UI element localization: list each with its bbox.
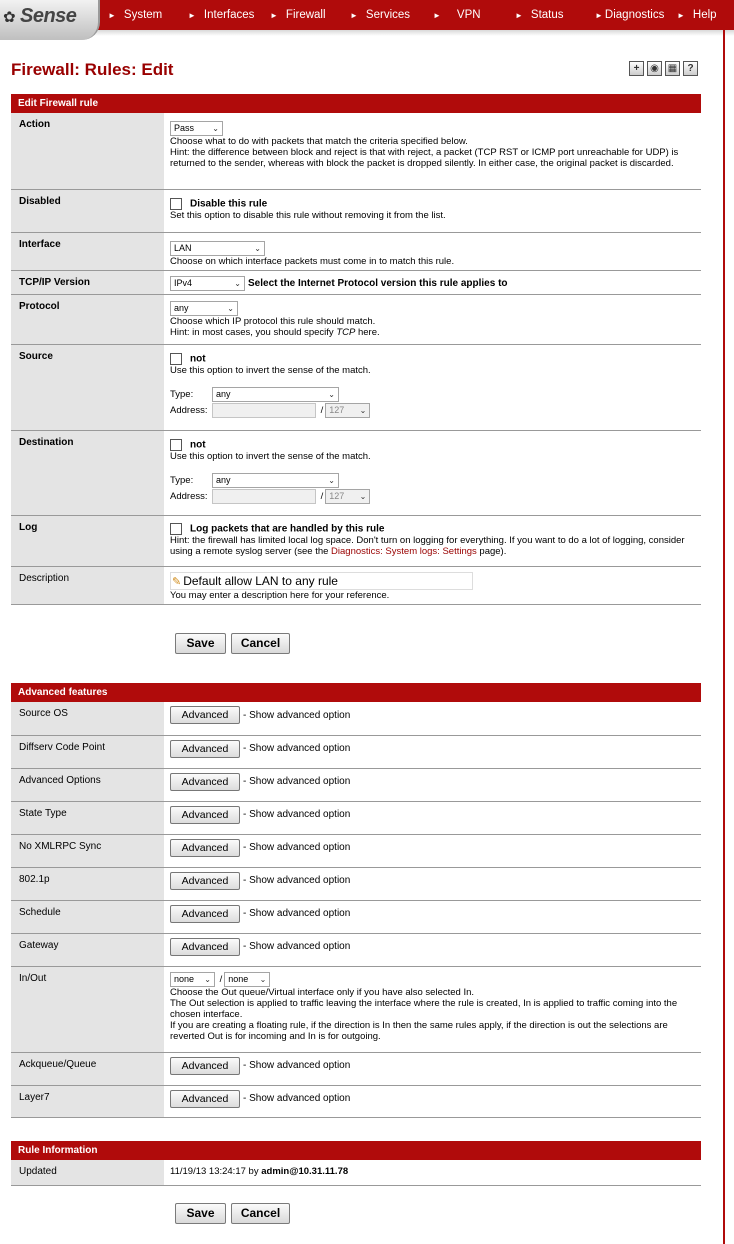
- nav-label: Firewall: [285, 9, 326, 21]
- log-cell: [164, 515, 701, 566]
- destination-not-checkbox[interactable]: [170, 439, 182, 451]
- nav-vpn[interactable]: [433, 0, 481, 30]
- destination-type-value: any: [216, 474, 231, 485]
- nav-label: Help: [692, 9, 717, 21]
- adv-show-text: - Show advanced option: [243, 776, 351, 787]
- protocol-row: [11, 294, 701, 344]
- adv-label: Ackqueue/Queue: [11, 1052, 164, 1085]
- in-queue-value: none: [174, 973, 195, 984]
- chevron-down-icon: ⌄: [359, 491, 367, 501]
- nav-label: Status: [530, 9, 564, 21]
- destination-mask-select[interactable]: [325, 489, 370, 504]
- source-type-select[interactable]: [212, 387, 339, 402]
- adv-cell: [164, 768, 701, 801]
- nav-system[interactable]: [108, 0, 162, 30]
- adv-row-source-os: [11, 702, 701, 735]
- logo-text: Sense: [20, 5, 77, 27]
- add-shortcut-icon[interactable]: +: [629, 61, 644, 76]
- nav-shadow: [0, 30, 734, 36]
- disabled-cell: [164, 189, 701, 232]
- advanced-button[interactable]: Advanced: [170, 706, 240, 724]
- advanced-button[interactable]: Advanced: [170, 740, 240, 758]
- disable-rule-checkbox[interactable]: [170, 198, 182, 210]
- destination-address-input[interactable]: [212, 489, 316, 504]
- advanced-button[interactable]: Advanced: [170, 905, 240, 923]
- inout-label: In/Out: [11, 966, 164, 1052]
- destination-address-label: Address:: [170, 490, 208, 502]
- advanced-button[interactable]: Advanced: [170, 773, 240, 791]
- protocol-cell: [164, 294, 701, 344]
- adv-show-text: - Show advanced option: [243, 1093, 351, 1104]
- source-not-label: not: [190, 353, 206, 364]
- adv-label: Schedule: [11, 900, 164, 933]
- protocol-value: any: [174, 302, 189, 313]
- chevron-down-icon: ⌄: [259, 974, 267, 984]
- disabled-row: [11, 189, 701, 232]
- adv-show-text: - Show advanced option: [243, 941, 351, 952]
- destination-cell: not Use this option to invert the sense of the match. Type: any ⌄ Address: / 127 ⌄: [164, 430, 701, 515]
- nav-arrow-icon: ►: [433, 11, 441, 20]
- adv-label: Gateway: [11, 933, 164, 966]
- adv-label: State Type: [11, 801, 164, 834]
- nav-label: Diagnostics: [604, 9, 665, 21]
- adv-cell: [164, 735, 701, 768]
- disable-rule-label: Disable this rule: [190, 198, 268, 209]
- description-row: [11, 566, 701, 604]
- nav-services[interactable]: [350, 0, 410, 30]
- nav-label: VPN: [456, 9, 481, 21]
- nav-diagnostics[interactable]: [595, 0, 664, 30]
- log-checkbox[interactable]: [170, 523, 182, 535]
- updated-row: [11, 1160, 701, 1185]
- adv-cell: [164, 867, 701, 900]
- source-label: Source: [11, 344, 164, 430]
- inout-help1: Choose the Out queue/Virtual interface only if you have also selected In.: [170, 986, 475, 998]
- save-button-bottom[interactable]: Save: [175, 1203, 226, 1224]
- advanced-button[interactable]: Advanced: [170, 1090, 240, 1108]
- syslog-settings-link[interactable]: Diagnostics: System logs: Settings: [331, 545, 477, 557]
- nav-arrow-icon: ►: [515, 11, 523, 20]
- adv-row-schedule: [11, 900, 701, 933]
- destination-mask-value: 127: [329, 490, 345, 501]
- nav-arrow-icon: ►: [595, 11, 603, 20]
- adv-row-gateway: [11, 933, 701, 966]
- ipversion-label: TCP/IP Version: [11, 270, 164, 294]
- action-row: [11, 113, 701, 189]
- cancel-button[interactable]: Cancel: [231, 633, 290, 654]
- ipversion-value: IPv4: [174, 277, 193, 288]
- nav-firewall[interactable]: [270, 0, 326, 30]
- pencil-icon: ✎: [172, 575, 182, 588]
- advanced-button[interactable]: Advanced: [170, 839, 240, 857]
- adv-show-text: - Show advanced option: [243, 1060, 351, 1071]
- interface-cell: [164, 232, 701, 270]
- source-not-checkbox[interactable]: [170, 353, 182, 365]
- adv-label: Diffserv Code Point: [11, 735, 164, 768]
- nav-help[interactable]: [677, 0, 717, 30]
- protocol-hint: [170, 327, 701, 338]
- chevron-down-icon: ⌄: [254, 243, 261, 253]
- log-label: Log: [11, 515, 164, 566]
- source-cell: not Use this option to invert the sense of the match. Type: any ⌄ Address: / 127 ⌄: [164, 344, 701, 430]
- adv-label: Layer7: [11, 1085, 164, 1117]
- status-icon[interactable]: ▦: [665, 61, 680, 76]
- interface-value: LAN: [174, 242, 192, 253]
- interface-select[interactable]: [170, 241, 265, 256]
- adv-cell: [164, 933, 701, 966]
- adv-show-text: - Show advanced option: [243, 743, 351, 754]
- title-tools: [629, 61, 698, 77]
- protocol-label: Protocol: [11, 294, 164, 344]
- ipversion-help: Select the Internet Protocol version this rule applies to: [248, 277, 508, 289]
- source-row: [11, 344, 701, 430]
- nav-arrow-icon: ►: [108, 11, 116, 20]
- log-help-pre: Hint: the firewall has limited local log space. Don't turn on logging for everything. If you want to do a lot of logging, consider using a remote syslog server (see the: [170, 534, 685, 557]
- updated-cell: [164, 1160, 701, 1185]
- protocol-hint-pre: Hint: in most cases, you should specify: [170, 326, 337, 338]
- nav-interfaces[interactable]: [188, 0, 254, 30]
- action-help: Choose what to do with packets that match the criteria specified below.: [170, 136, 468, 147]
- chevron-down-icon: ⌄: [212, 124, 219, 133]
- rule-info-header: Rule Information: [11, 1141, 701, 1160]
- cancel-button-bottom[interactable]: Cancel: [231, 1203, 290, 1224]
- adv-label: Source OS: [11, 702, 164, 735]
- rule-info-table: [11, 1160, 701, 1186]
- ipversion-cell: [164, 270, 701, 294]
- adv-row-state-type: [11, 801, 701, 834]
- interface-label: Interface: [11, 232, 164, 270]
- page-title: Firewall: Rules: Edit: [11, 60, 174, 79]
- source-type-label: Type:: [170, 388, 194, 400]
- inout-help3: If you are creating a floating rule, if the direction is In then the same rules apply, if the direction is out the selections are reverted Out is for incoming and In is for outgoing.: [170, 1019, 668, 1042]
- destination-label: Destination: [11, 430, 164, 515]
- advanced-button[interactable]: Advanced: [170, 806, 240, 824]
- advanced-button[interactable]: Advanced: [170, 1057, 240, 1075]
- source-address-label: Address:: [170, 404, 208, 416]
- description-label: Description: [11, 566, 164, 604]
- source-mask-select[interactable]: [325, 403, 370, 418]
- description-input[interactable]: [170, 572, 473, 590]
- adv-label: Advanced Options: [11, 768, 164, 801]
- action-cell: [164, 113, 701, 189]
- chevron-down-icon: ⌄: [328, 389, 335, 399]
- description-value: Default allow LAN to any rule: [183, 573, 338, 588]
- disabled-help: Set this option to disable this rule without removing it from the list.: [170, 209, 446, 221]
- adv-show-text: - Show advanced option: [243, 908, 351, 919]
- ipversion-row: [11, 270, 701, 294]
- adv-show-text: - Show advanced option: [243, 875, 351, 886]
- nav-label: System: [123, 9, 163, 21]
- protocol-select[interactable]: [170, 301, 238, 316]
- nav-label: Services: [365, 9, 411, 21]
- description-cell: [164, 566, 701, 604]
- adv-row-8021p: [11, 867, 701, 900]
- chevron-down-icon: ⌄: [359, 405, 367, 415]
- pfsense-logo[interactable]: [0, 0, 100, 40]
- destination-row: [11, 430, 701, 515]
- adv-cell: [164, 900, 701, 933]
- out-queue-select[interactable]: [224, 972, 270, 987]
- advanced-button[interactable]: Advanced: [170, 938, 240, 956]
- chevron-down-icon: ⌄: [328, 475, 335, 485]
- adv-row-inout: [11, 966, 701, 1052]
- protocol-help: Choose which IP protocol this rule should match.: [170, 315, 376, 327]
- save-button[interactable]: Save: [175, 633, 226, 654]
- nav-arrow-icon: ►: [350, 11, 358, 20]
- adv-label: No XMLRPC Sync: [11, 834, 164, 867]
- adv-row-diffserv: [11, 735, 701, 768]
- interface-help: Choose on which interface packets must come in to match this rule.: [170, 255, 455, 267]
- source-help: Use this option to invert the sense of the match.: [170, 364, 371, 376]
- inout-cell: none ⌄ / none ⌄ Choose the Out queue/Virtual interface only if you have also selected In. The Out selection is applied to traffic leaving the interface where the rule is created, In is applied to traffic coming into the chosen interface. If you are creating a floating rule, if the direction is In then the same rules apply, if the direction is out the selections are reverted Out is for incoming and In is for outgoing.: [164, 966, 701, 1052]
- destination-type-label: Type:: [170, 474, 194, 486]
- adv-row-advanced-options: [11, 768, 701, 801]
- updated-user: admin@10.31.11.78: [261, 1166, 349, 1177]
- updated-time: 11/19/13 13:24:17: [170, 1166, 246, 1177]
- adv-cell: [164, 834, 701, 867]
- action-select[interactable]: [170, 121, 223, 136]
- adv-cell: [164, 1085, 701, 1117]
- log-row: [11, 515, 701, 566]
- adv-row-xmlrpc: [11, 834, 701, 867]
- disabled-label: Disabled: [11, 189, 164, 232]
- destination-not-label: not: [190, 439, 206, 450]
- action-label: Action: [11, 113, 164, 189]
- out-queue-value: none: [228, 973, 249, 984]
- adv-show-text: - Show advanced option: [243, 709, 351, 721]
- protocol-hint-em: TCP: [336, 326, 356, 338]
- adv-row-layer7: [11, 1085, 701, 1117]
- destination-type-select[interactable]: [212, 473, 339, 488]
- nav-status[interactable]: [515, 0, 564, 30]
- chevron-down-icon: ⌄: [227, 303, 234, 313]
- advanced-features-table: [11, 702, 701, 1118]
- in-queue-select[interactable]: [170, 972, 215, 987]
- advanced-button[interactable]: Advanced: [170, 872, 240, 890]
- adv-cell: [164, 1052, 701, 1085]
- advanced-features-header: Advanced features: [11, 683, 701, 702]
- help-icon[interactable]: ?: [683, 61, 698, 76]
- inout-help2: The Out selection is applied to traffic leaving the interface where the rule is created, In is applied to traffic coming into the chosen interface.: [170, 997, 678, 1020]
- adv-cell: [164, 801, 701, 834]
- source-mask-value: 127: [329, 404, 345, 415]
- destination-help: Use this option to invert the sense of the match.: [170, 450, 371, 462]
- protocol-hint-post: here.: [355, 326, 380, 338]
- action-value: Pass: [174, 123, 195, 133]
- edit-rule-table: [11, 113, 701, 605]
- adv-show-text: - Show advanced option: [243, 842, 351, 853]
- source-type-value: any: [216, 388, 231, 399]
- nav-arrow-icon: ►: [270, 11, 278, 20]
- nav-arrow-icon: ►: [188, 11, 196, 20]
- edit-rule-header: Edit Firewall rule: [11, 94, 701, 113]
- updated-by: by: [248, 1166, 259, 1177]
- nav-label: Interfaces: [203, 9, 255, 21]
- adv-row-ackqueue: [11, 1052, 701, 1085]
- log-icon[interactable]: ◉: [647, 61, 662, 76]
- action-hint: Hint: the difference between block and reject is that with reject, a packet (TCP RST or ICMP port unreachable for UDP) is returned to the sender, whereas with block the packet is dropped silently. In either case, the original packet is discarded.: [170, 147, 679, 169]
- log-checkbox-label: Log packets that are handled by this rule: [190, 523, 385, 534]
- ipversion-select[interactable]: [170, 276, 245, 291]
- description-help: You may enter a description here for your reference.: [170, 589, 390, 601]
- adv-show-text: - Show advanced option: [243, 809, 351, 820]
- log-help: [170, 535, 695, 557]
- interface-row: [11, 232, 701, 270]
- log-help-post: page).: [476, 545, 507, 557]
- logo-icon: ✿: [3, 9, 16, 26]
- chevron-down-icon: ⌄: [234, 278, 241, 288]
- adv-cell: [164, 702, 701, 735]
- page-edge: [723, 30, 725, 1244]
- chevron-down-icon: ⌄: [204, 974, 211, 984]
- nav-arrow-icon: ►: [677, 11, 685, 20]
- source-address-input[interactable]: [212, 403, 316, 418]
- updated-label: Updated: [11, 1160, 164, 1185]
- adv-label: 802.1p: [11, 867, 164, 900]
